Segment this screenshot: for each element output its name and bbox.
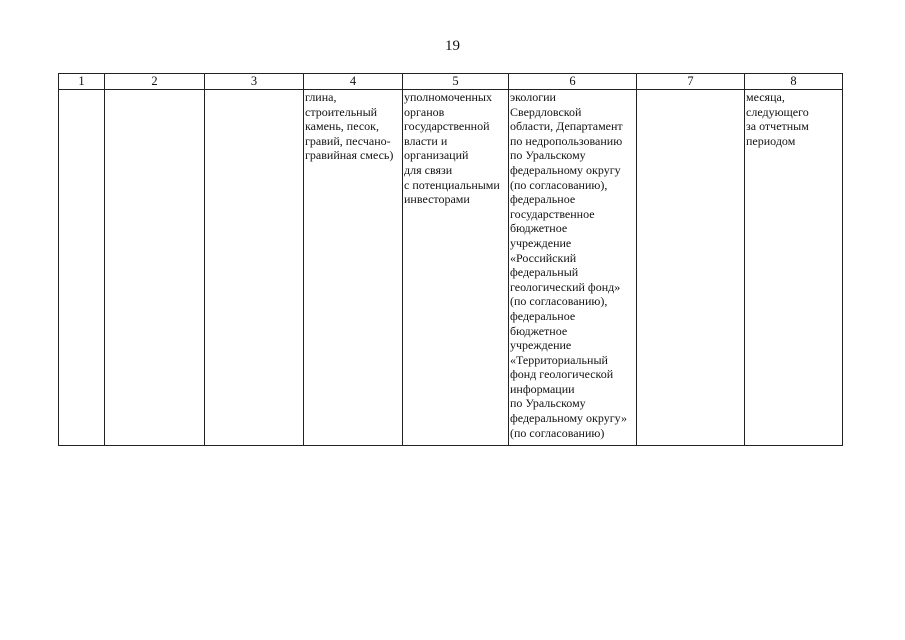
cell-text: месяца, следующего за отчетным периодом [746, 90, 809, 148]
column-header-2: 2 [105, 74, 205, 90]
header-row [59, 74, 843, 90]
column-header-5: 5 [403, 74, 509, 90]
column-header-4: 4 [304, 74, 403, 90]
cell-col-4 [304, 90, 403, 446]
cell-col-6 [509, 90, 637, 446]
cell-col-8 [745, 90, 843, 446]
column-header-3: 3 [205, 74, 304, 90]
document-table [58, 73, 843, 446]
column-header-7: 7 [637, 74, 745, 90]
cell-col-7 [637, 90, 745, 446]
column-header-1: 1 [59, 74, 105, 90]
cell-col-5 [403, 90, 509, 446]
cell-text: экологии Свердловской области, Департамент по недропользованию по Уральскому федеральному округу (по согласованию), федеральное государственное бюджетное учреждение «Российский федеральный геологический фонд» (по согласованию), федеральное бюджетное учреждение «Территориальный фонд геологической информации по Уральскому федеральному округу» (по согласованию) [510, 90, 627, 440]
column-header-8: 8 [745, 74, 843, 90]
cell-text: уполномоченных органов государственной власти и организаций для связи с потенциальными инвесторами [404, 90, 500, 207]
cell-col-1 [59, 90, 105, 446]
page-number: 19 [445, 38, 460, 54]
cell-text: глина, строительный камень, песок, гравий, песчано- гравийная смесь) [305, 90, 394, 163]
table-row [59, 90, 843, 446]
cell-col-2 [105, 90, 205, 446]
column-header-6: 6 [509, 74, 637, 90]
cell-col-3 [205, 90, 304, 446]
